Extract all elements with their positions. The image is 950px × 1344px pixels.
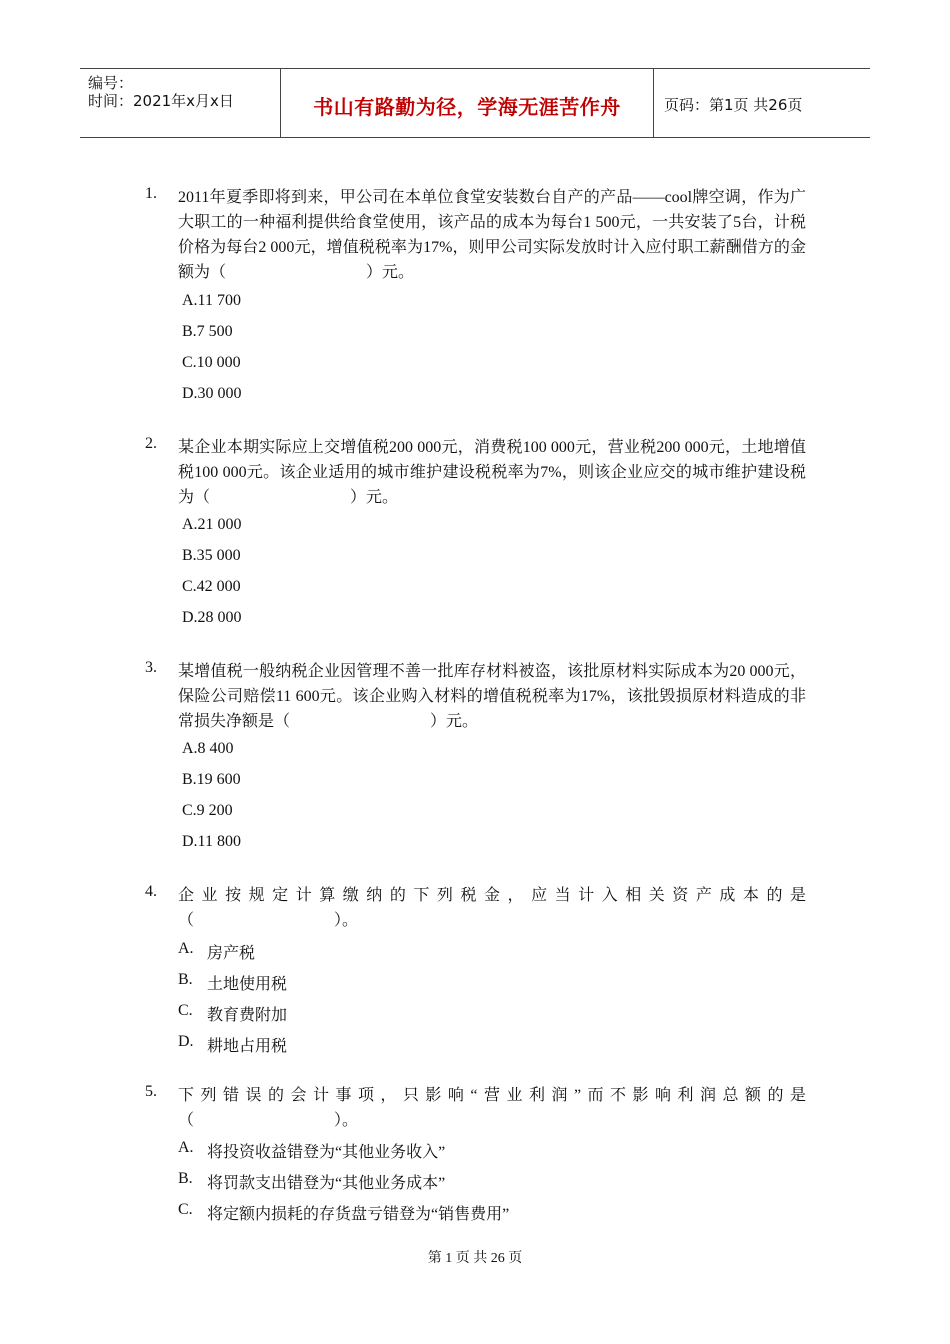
header-meta-cell — [80, 69, 281, 137]
page-footer: 第 1 页 共 26 页 — [427, 1251, 523, 1266]
question-text: 某企业本期实际应上交增值税200 000元，消费税100 000元，营业税200 000元，土地增值税100 000元。该企业适用的城市维护建设税税率为7%，则该企业应交的城市维护建设税为（ ）元。 — [178, 439, 806, 506]
option-c: C.42 000 — [182, 578, 241, 595]
time-label: 时间：2021年x月x日 — [88, 92, 234, 110]
option-d: D.11 800 — [182, 833, 241, 850]
option-letter: C. — [178, 1201, 193, 1218]
option-c: C.9 200 — [182, 802, 233, 819]
option-letter: C. — [178, 1002, 193, 1019]
option-c: 教育费附加 — [207, 1007, 288, 1024]
option-c: C.10 000 — [182, 354, 241, 371]
option-b: 将罚款支出错登为“其他业务成本” — [207, 1175, 446, 1192]
document-header — [80, 68, 870, 138]
motto-text: 书山有路勤为径，学海无涯苦作舟 — [313, 95, 621, 119]
option-letter: D. — [178, 1033, 194, 1050]
option-a: A.21 000 — [182, 516, 242, 533]
question-number: 3. — [145, 659, 157, 676]
question-text-line2: （ ）。 — [178, 912, 359, 929]
question-text: 某增值税一般纳税企业因管理不善一批库存材料被盗，该批原材料实际成本为20 000元，保险公司赔偿11 600元。该企业购入材料的增值税税率为17%，该批毁损原材料造成的非常损失净额是（ ）元。 — [178, 663, 806, 730]
question-text-line2: （ ）。 — [178, 1112, 359, 1129]
option-letter: A. — [178, 1139, 194, 1156]
option-a: A.8 400 — [182, 740, 234, 757]
question-number: 2. — [145, 435, 157, 452]
question-text-line1: 下列错误的会计事项，只影响“营业利润”而不影响利润总额的是 — [178, 1087, 806, 1104]
option-letter: B. — [178, 1170, 193, 1187]
option-c: 将定额内损耗的存货盘亏错登为“销售费用” — [207, 1206, 510, 1223]
question-number: 5. — [145, 1083, 157, 1100]
question-text-line1: 企业按规定计算缴纳的下列税金，应当计入相关资产成本的是 — [178, 887, 806, 904]
option-d: D.30 000 — [182, 385, 242, 402]
option-b: B.19 600 — [182, 771, 241, 788]
page-info: 页码：第1页 共26页 — [664, 96, 803, 114]
question-number: 1. — [145, 185, 157, 202]
option-b: 土地使用税 — [207, 976, 288, 993]
option-d: D.28 000 — [182, 609, 242, 626]
option-letter: A. — [178, 940, 194, 957]
option-a: 将投资收益错登为“其他业务收入” — [207, 1144, 446, 1161]
question-text: 2011年夏季即将到来，甲公司在本单位食堂安装数台自产的产品——cool牌空调，作为广大职工的一种福利提供给食堂使用，该产品的成本为每台1 500元，一共安装了5台，计税价格为每台2 000元，增值税税率为17%，则甲公司实际发放时计入应付职工薪酬借方的金额为（ ）元。 — [178, 189, 806, 281]
question-number: 4. — [145, 883, 157, 900]
option-a: A.11 700 — [182, 292, 241, 309]
option-b: B.7 500 — [182, 323, 233, 340]
option-b: B.35 000 — [182, 547, 241, 564]
header-page-cell — [654, 69, 870, 137]
option-d: 耕地占用税 — [207, 1038, 288, 1055]
option-a: 房产税 — [207, 945, 256, 962]
header-motto-cell — [281, 69, 654, 137]
option-letter: B. — [178, 971, 193, 988]
number-label: 编号： — [88, 74, 134, 92]
